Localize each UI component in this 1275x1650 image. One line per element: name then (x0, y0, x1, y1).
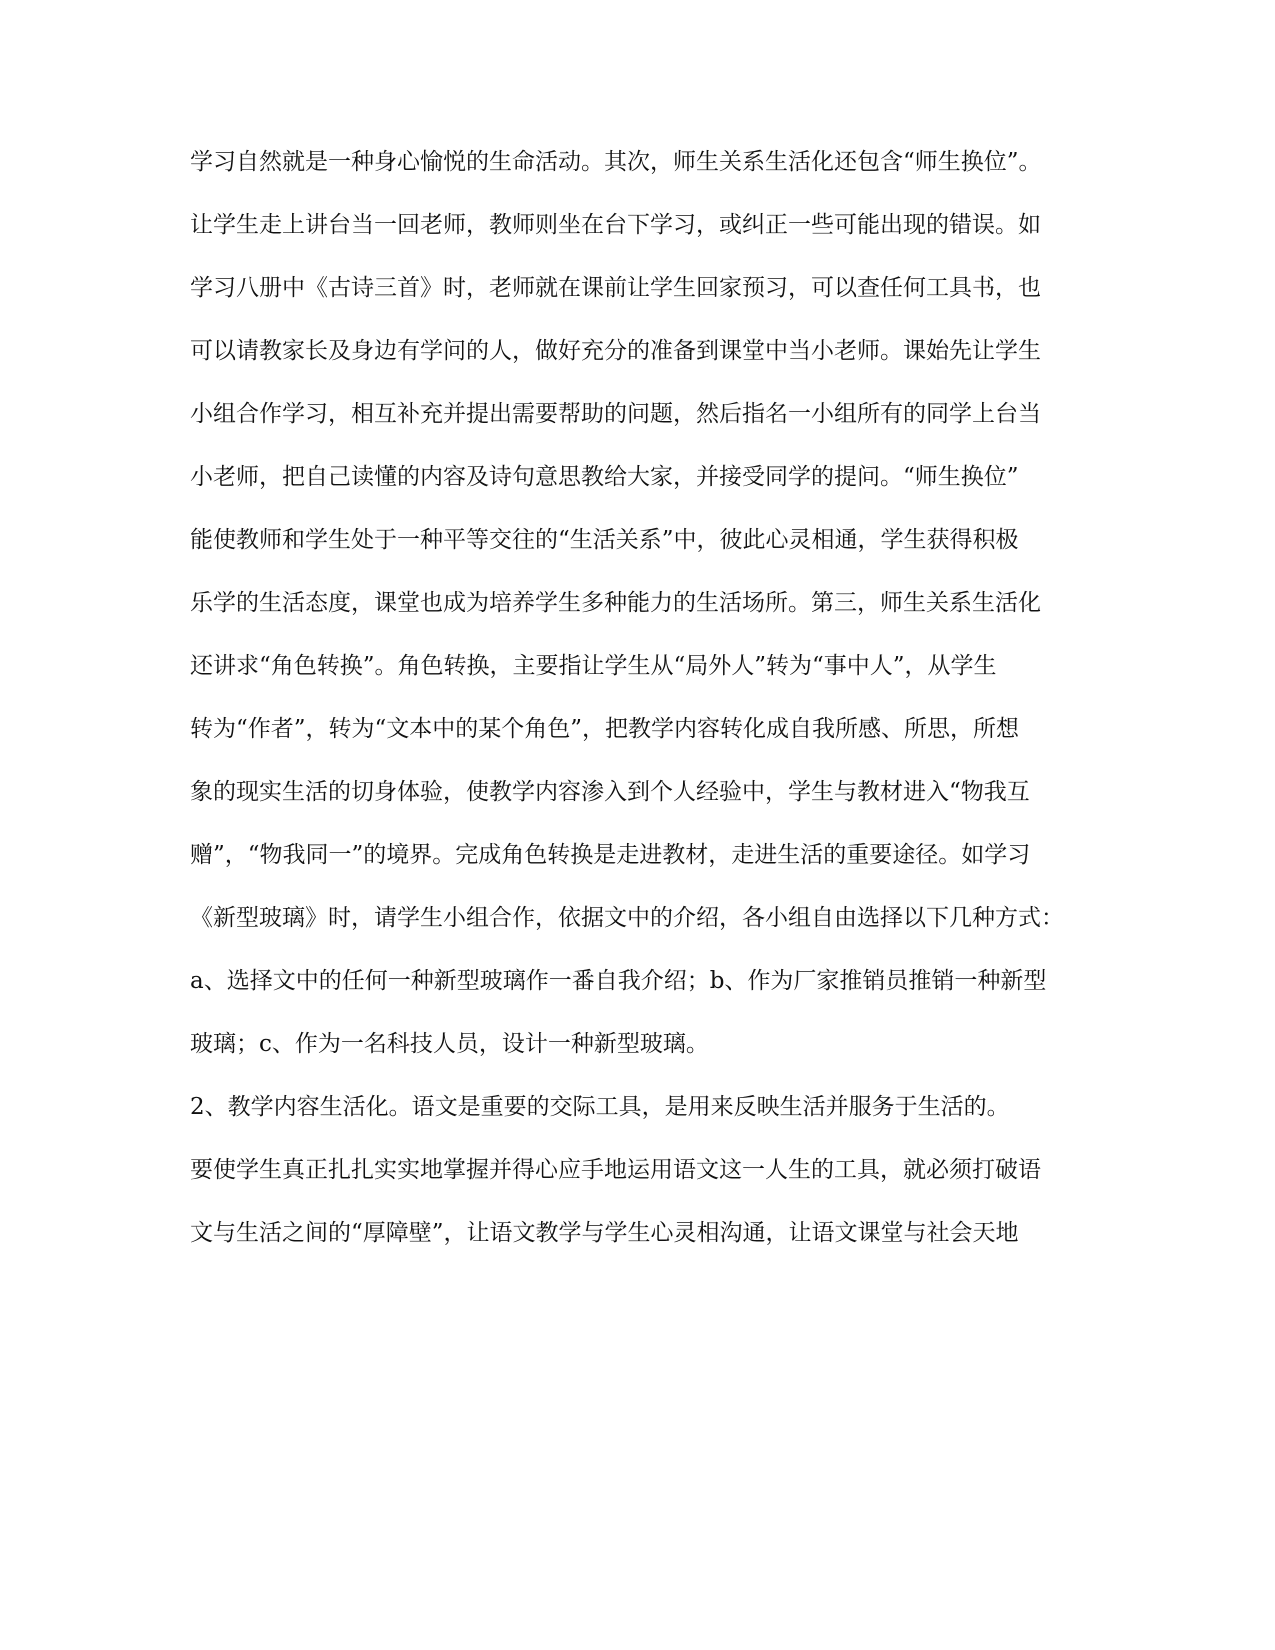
text-line-10: 转为“作者”，转为“文本中的某个角色”，把教学内容转化成自我所感、所思，所想 (190, 716, 1020, 742)
text-line-7: 能使教师和学生处于一种平等交往的“生活关系”中，彼此心灵相通，学生获得积极 (190, 527, 1019, 553)
text-line-1: 学习自然就是一种身心愉悦的生命活动。其次，师生关系生活化还包含“师生换位”。 (190, 149, 1042, 175)
text-line-17: 要使学生真正扎扎实实地掌握并得心应手地运用语文这一人生的工具，就必须打破语 (190, 1157, 1041, 1183)
text-line-12: 赠”，“物我同一”的境界。完成角色转换是走进教材，走进生活的重要途径。如学习 (190, 842, 1031, 868)
text-line-15: 玻璃；c、作为一名科技人员，设计一种新型玻璃。 (190, 1031, 709, 1057)
text-line-11: 象的现实生活的切身体验，使教学内容渗入到个人经验中，学生与教材进入“物我互 (190, 779, 1030, 805)
text-line-8: 乐学的生活态度，课堂也成为培养学生多种能力的生活场所。第三，师生关系生活化 (190, 590, 1041, 616)
text-line-2: 让学生走上讲台当一回老师，教师则坐在台下学习，或纠正一些可能出现的错误。如 (190, 212, 1041, 238)
text-line-3: 学习八册中《古诗三首》时，老师就在课前让学生回家预习，可以查任何工具书，也 (190, 275, 1041, 301)
text-line-6: 小老师，把自己读懂的内容及诗句意思教给大家，并接受同学的提问。“师生换位” (190, 464, 1019, 490)
text-line-4: 可以请教家长及身边有学问的人，做好充分的准备到课堂中当小老师。课始先让学生 (190, 338, 1041, 364)
text-line-14: a、选择文中的任何一种新型玻璃作一番自我介绍；b、作为厂家推销员推销一种新型 (190, 968, 1047, 994)
text-line-16: 2、教学内容生活化。语文是重要的交际工具，是用来反映生活并服务于生活的。 (190, 1094, 1010, 1120)
text-line-5: 小组合作学习，相互补充并提出需要帮助的问题，然后指名一小组所有的同学上台当 (190, 401, 1041, 427)
text-line-13: 《新型玻璃》时，请学生小组合作，依据文中的介绍，各小组自由选择以下几种方式： (190, 905, 1064, 931)
text-line-9: 还讲求“角色转换”。角色转换，主要指让学生从“局外人”转为“事中人”，从学生 (190, 653, 997, 679)
text-line-18: 文与生活之间的“厚障壁”，让语文教学与学生心灵相沟通，让语文课堂与社会天地 (190, 1220, 1019, 1246)
document-body (190, 146, 1090, 1280)
